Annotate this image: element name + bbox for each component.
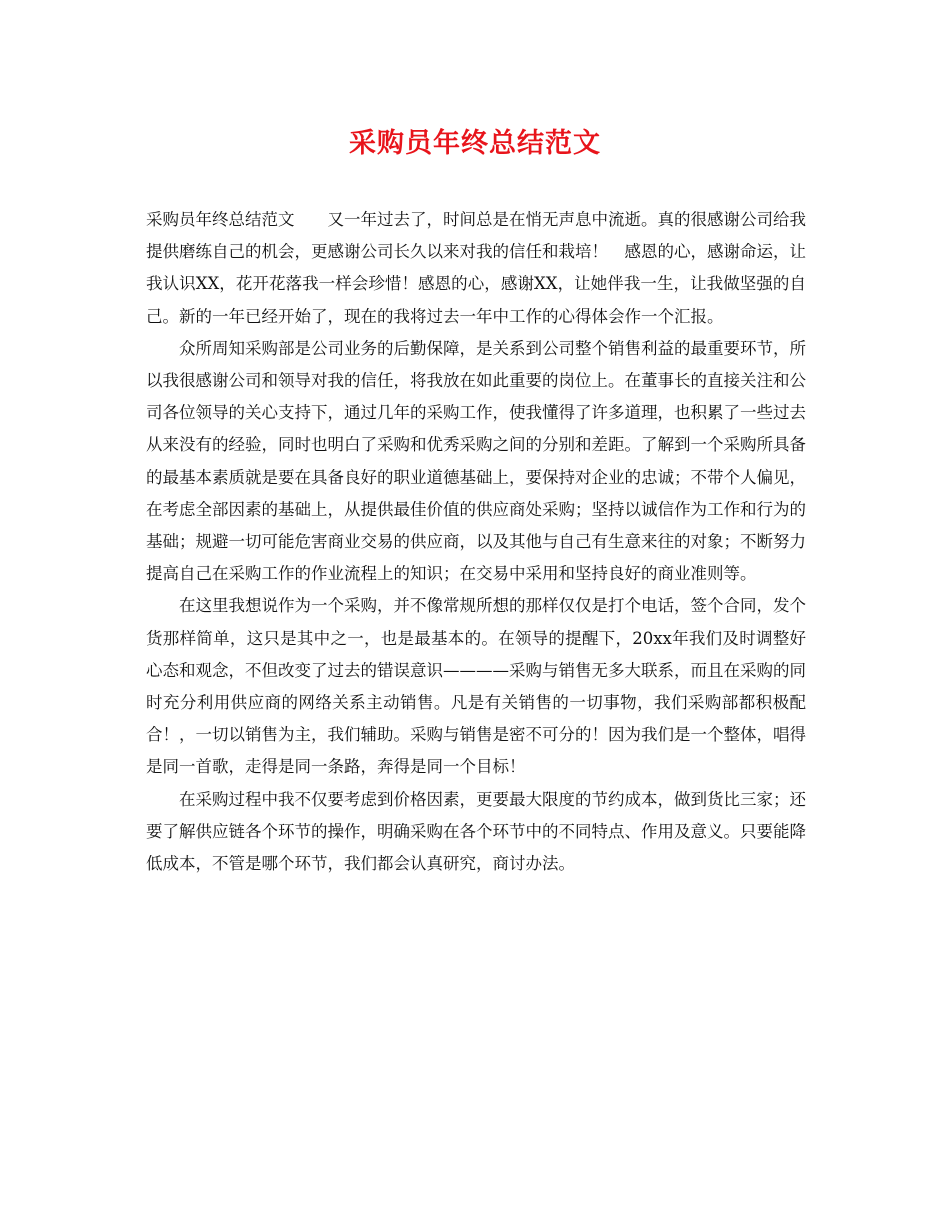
paragraph-3: 在这里我想说作为一个采购，并不像常规所想的那样仅仅是打个电话，签个合同，发个货那样简单，这只是其中之一，也是最基本的。在领导的提醒下，20xx年我们及时调整好心态和观念，不但改变了过去的错误意识————采购与销售无多大联系，而且在采购的同时充分利用供应商的网络关系主动销售。凡是有关销售的一切事物，我们采购部都积极配合！，一切以销售为主，我们辅助。采购与销售是密不可分的！因为我们是一个整体，唱得是同一首歌，走得是同一条路，奔得是同一个目标！ — [146, 596, 806, 777]
paragraph-4: 在采购过程中我不仅要考虑到价格因素，更要最大限度的节约成本，做到货比三家；还要了解供应链各个环节的操作，明确采购在各个环节中的不同特点、作用及意义。只要能降低成本，不管是哪个环节，我们都会认真研究，商讨办法。 — [146, 789, 806, 874]
paragraph-1: 采购员年终总结范文 又一年过去了，时间总是在悄无声息中流逝。真的很感谢公司给我提供磨练自己的机会，更感谢公司长久以来对我的信任和栽培！ 感恩的心，感谢命运，让我认识XX，花开花落我一样会珍惜！感恩的心，感谢XX，让她伴我一生，让我做坚强的自己。新的一年已经开始了，现在的我将过去一年中工作的心得体会作一个汇报。 — [146, 210, 806, 326]
document-body — [146, 204, 806, 880]
document-title: 采购员年终总结范文 — [349, 128, 601, 159]
paragraph-2: 众所周知采购部是公司业务的后勤保障，是关系到公司整个销售利益的最重要环节，所以我很感谢公司和领导对我的信任，将我放在如此重要的岗位上。在董事长的直接关注和公司各位领导的关心支持下，通过几年的采购工作，使我懂得了许多道理，也积累了一些过去从来没有的经验，同时也明白了采购和优秀采购之间的分别和差距。了解到一个采购所具备的最基本素质就是要在具备良好的职业道德基础上，要保持对企业的忠诚；不带个人偏见，在考虑全部因素的基础上，从提供最佳价值的供应商处采购；坚持以诚信作为工作和行为的基础；规避一切可能危害商业交易的供应商，以及其他与自己有生意来往的对象；不断努力提高自己在采购工作的作业流程上的知识；在交易中采用和坚持良好的商业准则等。 — [146, 338, 806, 584]
